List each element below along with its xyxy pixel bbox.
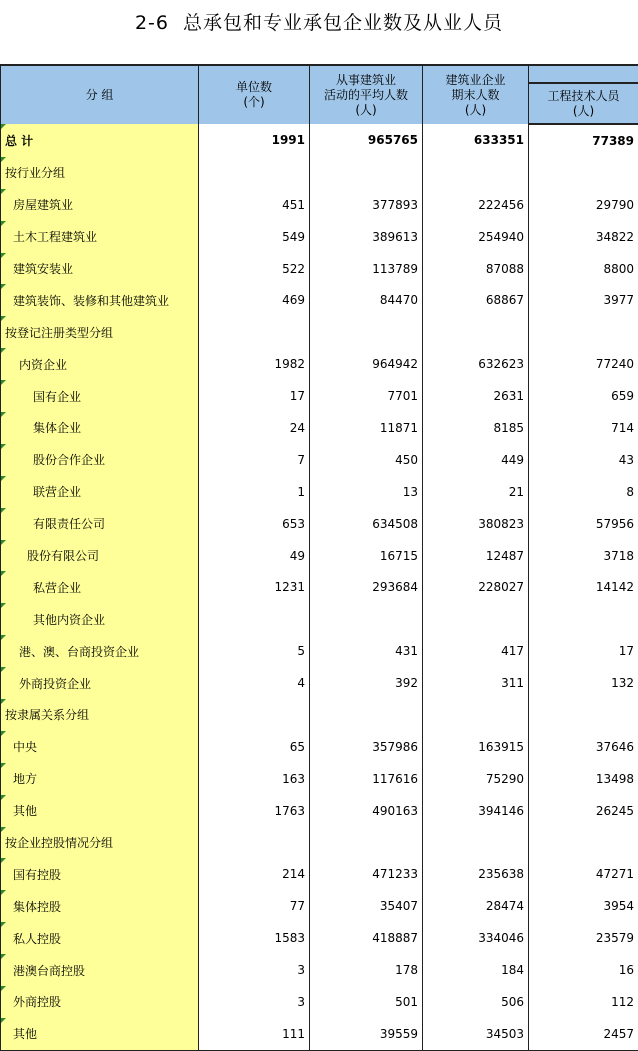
cell-engineers: 43: [529, 444, 638, 476]
cell-end-workers: 34503: [423, 1018, 529, 1050]
row-label: 建筑安装业: [1, 253, 199, 285]
cell-engineers: 3718: [529, 540, 638, 572]
table-row: [1, 540, 638, 572]
table-row: [1, 157, 638, 189]
cell-avg-workers: 501: [310, 986, 423, 1018]
cell-avg-workers: 117616: [310, 763, 423, 795]
cell-engineers: 17: [529, 635, 638, 667]
cell-units: [199, 157, 310, 189]
row-label: 土木工程建筑业: [1, 221, 199, 253]
cell-avg-workers: 84470: [310, 284, 423, 316]
cell-avg-workers: 490163: [310, 795, 423, 827]
cell-end-workers: 417: [423, 635, 529, 667]
cell-end-workers: [423, 603, 529, 635]
header-group: 分 组: [1, 65, 199, 124]
cell-end-workers: 68867: [423, 284, 529, 316]
cell-units: [199, 603, 310, 635]
table-row: [1, 316, 638, 348]
row-label: 外商投资企业: [1, 667, 199, 699]
cell-units: 4: [199, 667, 310, 699]
table-row: [1, 667, 638, 699]
cell-units: 49: [199, 540, 310, 572]
cell-end-workers: [423, 157, 529, 189]
cell-engineers: 16: [529, 954, 638, 986]
cell-engineers: 77389: [529, 124, 638, 157]
table-row: [1, 603, 638, 635]
cell-units: 1982: [199, 348, 310, 380]
cell-avg-workers: 377893: [310, 189, 423, 221]
cell-avg-workers: 965765: [310, 124, 423, 157]
table-row: [1, 795, 638, 827]
cell-units: 163: [199, 763, 310, 795]
cell-end-workers: 449: [423, 444, 529, 476]
cell-units: [199, 827, 310, 859]
table-row: [1, 444, 638, 476]
header-engineers-top: [529, 65, 638, 83]
cell-end-workers: 2631: [423, 380, 529, 412]
row-label: 集体企业: [1, 412, 199, 444]
cell-engineers: 112: [529, 986, 638, 1018]
row-label: 总 计: [1, 124, 199, 157]
cell-engineers: [529, 827, 638, 859]
row-label: 建筑装饰、装修和其他建筑业: [1, 284, 199, 316]
table-row: [1, 189, 638, 221]
cell-end-workers: 311: [423, 667, 529, 699]
cell-engineers: [529, 699, 638, 731]
cell-end-workers: 633351: [423, 124, 529, 157]
table-row: [1, 571, 638, 603]
cell-avg-workers: 418887: [310, 922, 423, 954]
cell-avg-workers: [310, 316, 423, 348]
table-row: [1, 221, 638, 253]
row-label: 按企业控股情况分组: [1, 827, 199, 859]
row-label: 国有控股: [1, 858, 199, 890]
cell-end-workers: 163915: [423, 731, 529, 763]
cell-avg-workers: 16715: [310, 540, 423, 572]
row-label: 有限责任公司: [1, 508, 199, 540]
table-row: [1, 253, 638, 285]
cell-avg-workers: 450: [310, 444, 423, 476]
row-label: 集体控股: [1, 890, 199, 922]
cell-engineers: [529, 603, 638, 635]
cell-avg-workers: 634508: [310, 508, 423, 540]
cell-avg-workers: 178: [310, 954, 423, 986]
cell-end-workers: 506: [423, 986, 529, 1018]
row-label: 港、澳、台商投资企业: [1, 635, 199, 667]
cell-units: 5: [199, 635, 310, 667]
cell-avg-workers: 471233: [310, 858, 423, 890]
table-row: [1, 1018, 638, 1050]
cell-engineers: 8: [529, 476, 638, 508]
cell-avg-workers: 13: [310, 476, 423, 508]
row-label: 按隶属关系分组: [1, 699, 199, 731]
cell-avg-workers: [310, 603, 423, 635]
cell-engineers: 14142: [529, 571, 638, 603]
header-end-workers: 建筑业企业 期末人数 (人): [423, 65, 529, 124]
row-label: 联营企业: [1, 476, 199, 508]
cell-units: 1: [199, 476, 310, 508]
cell-engineers: 2457: [529, 1018, 638, 1050]
header-engineers: 工程技术人员 (人): [529, 83, 638, 124]
cell-engineers: 13498: [529, 763, 638, 795]
row-label: 内资企业: [1, 348, 199, 380]
cell-end-workers: 8185: [423, 412, 529, 444]
data-table: [0, 64, 638, 1051]
cell-units: 17: [199, 380, 310, 412]
table-row: [1, 699, 638, 731]
cell-units: [199, 699, 310, 731]
cell-end-workers: 254940: [423, 221, 529, 253]
cell-engineers: 3954: [529, 890, 638, 922]
row-label: 其他内资企业: [1, 603, 199, 635]
cell-avg-workers: 389613: [310, 221, 423, 253]
cell-avg-workers: 7701: [310, 380, 423, 412]
row-label: 股份有限公司: [1, 540, 199, 572]
cell-engineers: 132: [529, 667, 638, 699]
cell-engineers: 3977: [529, 284, 638, 316]
cell-engineers: 47271: [529, 858, 638, 890]
table-row: [1, 922, 638, 954]
cell-engineers: 77240: [529, 348, 638, 380]
cell-avg-workers: 964942: [310, 348, 423, 380]
cell-units: 522: [199, 253, 310, 285]
cell-end-workers: 28474: [423, 890, 529, 922]
cell-engineers: [529, 157, 638, 189]
cell-avg-workers: 113789: [310, 253, 423, 285]
table-row: [1, 986, 638, 1018]
header-avg-workers: 从事建筑业 活动的平均人数 (人): [310, 65, 423, 124]
header-units: 单位数 (个): [199, 65, 310, 124]
cell-units: 549: [199, 221, 310, 253]
table-row: [1, 858, 638, 890]
cell-units: 3: [199, 986, 310, 1018]
cell-end-workers: 222456: [423, 189, 529, 221]
table-row: [1, 954, 638, 986]
cell-units: 7: [199, 444, 310, 476]
cell-avg-workers: 431: [310, 635, 423, 667]
cell-avg-workers: 11871: [310, 412, 423, 444]
cell-units: 1763: [199, 795, 310, 827]
cell-end-workers: 75290: [423, 763, 529, 795]
cell-units: 111: [199, 1018, 310, 1050]
cell-units: 451: [199, 189, 310, 221]
row-label: 股份合作企业: [1, 444, 199, 476]
cell-avg-workers: [310, 699, 423, 731]
cell-units: 653: [199, 508, 310, 540]
cell-end-workers: 184: [423, 954, 529, 986]
table-row: [1, 635, 638, 667]
cell-engineers: 23579: [529, 922, 638, 954]
table-row: [1, 731, 638, 763]
cell-engineers: 659: [529, 380, 638, 412]
cell-end-workers: 12487: [423, 540, 529, 572]
cell-engineers: 29790: [529, 189, 638, 221]
row-label: 按登记注册类型分组: [1, 316, 199, 348]
table-title-text: 总承包和专业承包企业数及从业人员: [183, 12, 504, 34]
table-row: [1, 827, 638, 859]
table-row: [1, 763, 638, 795]
cell-units: 65: [199, 731, 310, 763]
table-row: [1, 508, 638, 540]
row-label: 地方: [1, 763, 199, 795]
cell-engineers: 34822: [529, 221, 638, 253]
cell-end-workers: [423, 699, 529, 731]
cell-end-workers: [423, 316, 529, 348]
cell-end-workers: 380823: [423, 508, 529, 540]
cell-units: 214: [199, 858, 310, 890]
cell-avg-workers: 293684: [310, 571, 423, 603]
row-label: 私营企业: [1, 571, 199, 603]
table-row: [1, 348, 638, 380]
cell-engineers: 714: [529, 412, 638, 444]
table-row: [1, 284, 638, 316]
cell-units: 1231: [199, 571, 310, 603]
cell-avg-workers: 392: [310, 667, 423, 699]
cell-engineers: 57956: [529, 508, 638, 540]
cell-end-workers: 228027: [423, 571, 529, 603]
cell-end-workers: 394146: [423, 795, 529, 827]
row-label: 中央: [1, 731, 199, 763]
cell-units: 24: [199, 412, 310, 444]
cell-avg-workers: 35407: [310, 890, 423, 922]
row-label: 港澳台商控股: [1, 954, 199, 986]
cell-end-workers: 235638: [423, 858, 529, 890]
cell-end-workers: 87088: [423, 253, 529, 285]
cell-engineers: 26245: [529, 795, 638, 827]
cell-avg-workers: [310, 157, 423, 189]
row-label: 外商控股: [1, 986, 199, 1018]
row-label: 其他: [1, 1018, 199, 1050]
cell-end-workers: 21: [423, 476, 529, 508]
cell-end-workers: [423, 827, 529, 859]
row-label: 其他: [1, 795, 199, 827]
cell-avg-workers: 357986: [310, 731, 423, 763]
cell-units: 469: [199, 284, 310, 316]
cell-end-workers: 334046: [423, 922, 529, 954]
table-row: [1, 380, 638, 412]
table-row: [1, 890, 638, 922]
cell-units: 77: [199, 890, 310, 922]
cell-avg-workers: 39559: [310, 1018, 423, 1050]
table-number: 2-6: [134, 12, 170, 34]
table-row: [1, 124, 638, 157]
cell-units: 1991: [199, 124, 310, 157]
table-row: [1, 476, 638, 508]
row-label: 房屋建筑业: [1, 189, 199, 221]
cell-avg-workers: [310, 827, 423, 859]
cell-units: 1583: [199, 922, 310, 954]
table-title: [0, 8, 638, 35]
cell-engineers: [529, 316, 638, 348]
table-row: [1, 412, 638, 444]
row-label: 按行业分组: [1, 157, 199, 189]
row-label: 私人控股: [1, 922, 199, 954]
cell-engineers: 8800: [529, 253, 638, 285]
cell-units: [199, 316, 310, 348]
cell-end-workers: 632623: [423, 348, 529, 380]
cell-engineers: 37646: [529, 731, 638, 763]
cell-units: 3: [199, 954, 310, 986]
row-label: 国有企业: [1, 380, 199, 412]
